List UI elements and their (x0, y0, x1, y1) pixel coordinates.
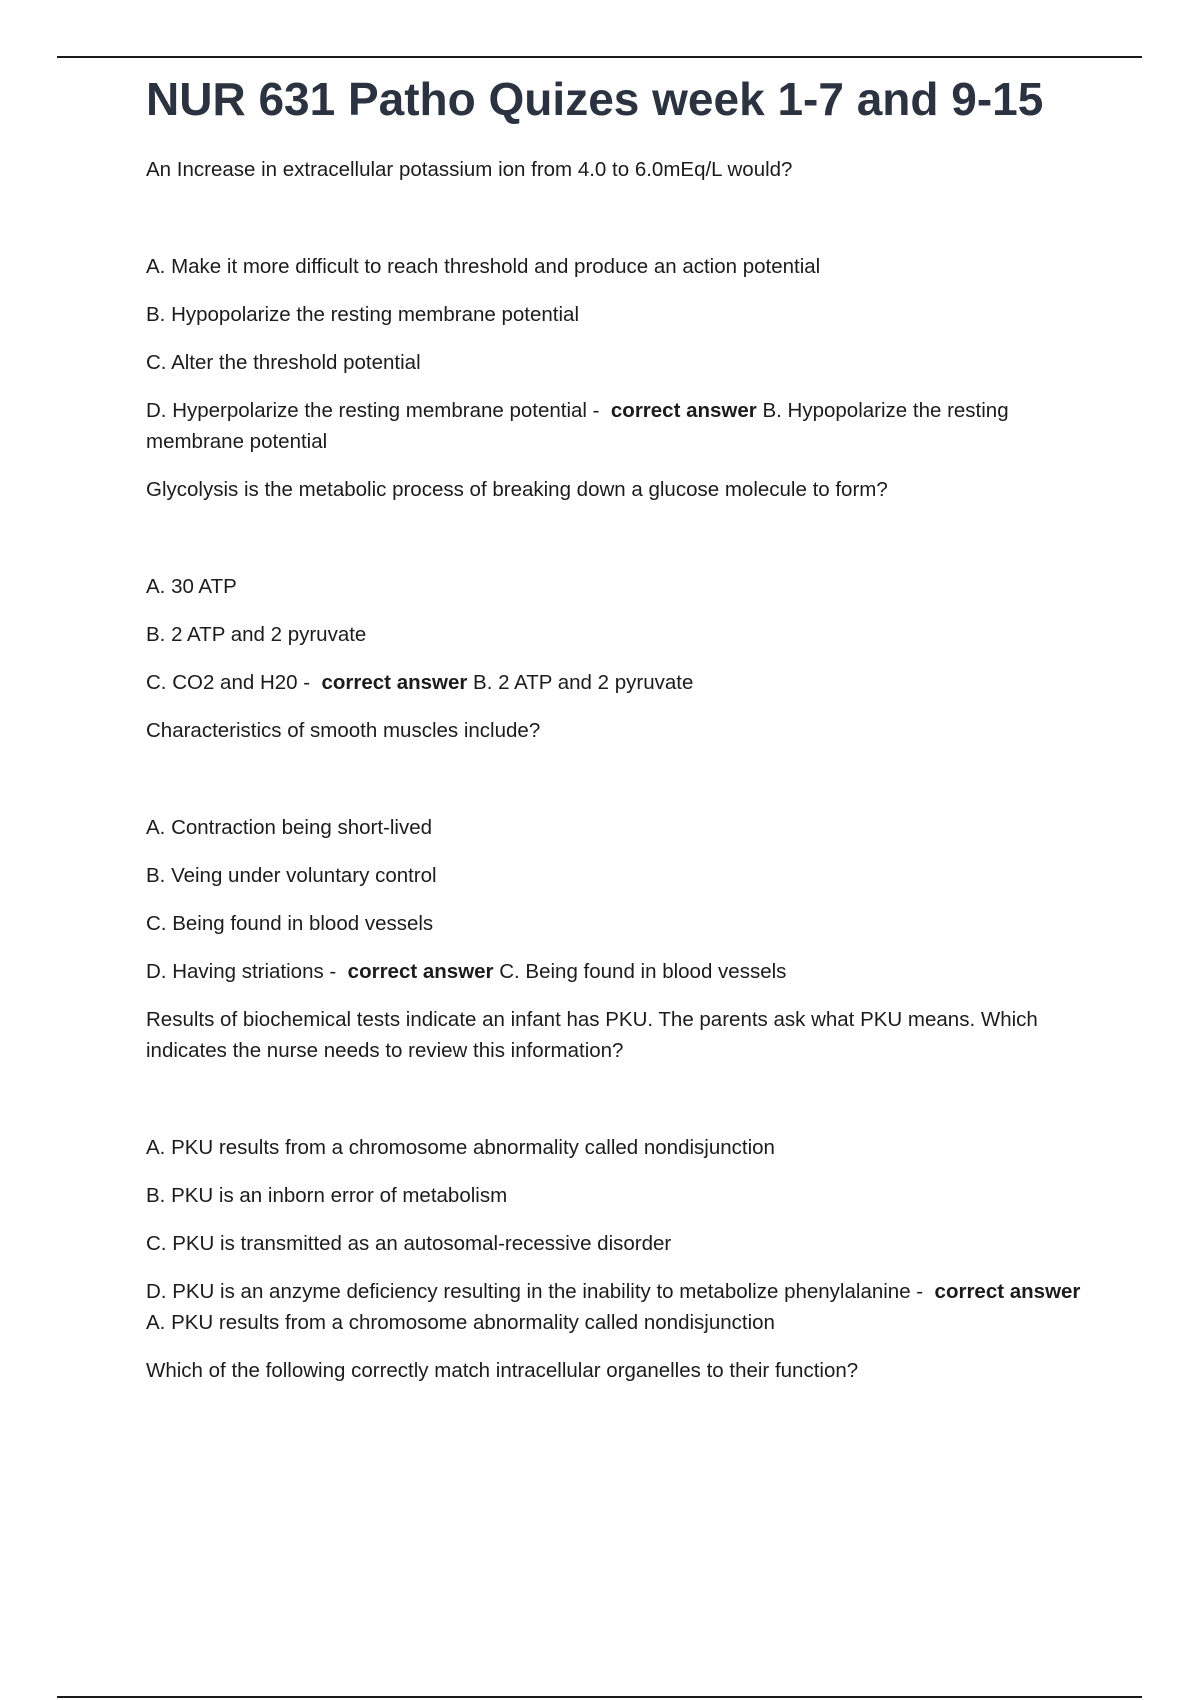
correct-answer-text: B. 2 ATP and 2 pyruvate (473, 671, 694, 694)
correct-answer-label: correct answer (321, 671, 468, 694)
question-text: An Increase in extracellular potassium ion from 4.0 to 6.0mEq/L would? (146, 158, 793, 181)
question-block (146, 154, 1096, 457)
answer-option-with-key (146, 1276, 1096, 1338)
answer-option: B. Veing under voluntary control (146, 864, 437, 887)
answer-option: C. CO2 and H20 - (146, 671, 311, 694)
answer-option: B. 2 ATP and 2 pyruvate (146, 623, 367, 646)
question-text: Results of biochemical tests indicate an infant has PKU. The parents ask what PKU means. Which indicates the nurse needs to review this information? (146, 1008, 1038, 1062)
answer-option: D. Hyperpolarize the resting membrane potential - (146, 399, 600, 422)
answer-option: A. Make it more difficult to reach threshold and produce an action potential (146, 255, 821, 278)
correct-answer-text: A. PKU results from a chromosome abnormality called nondisjunction (146, 1311, 775, 1334)
question-text: Glycolysis is the metabolic process of breaking down a glucose molecule to form? (146, 478, 888, 501)
correct-answer-label: correct answer (610, 399, 757, 422)
answer-option: A. Contraction being short-lived (146, 816, 433, 839)
answer-option: C. Alter the threshold potential (146, 351, 421, 374)
answer-option: A. PKU results from a chromosome abnormality called nondisjunction (146, 1136, 775, 1159)
question-block (146, 715, 1096, 987)
answer-option: B. Hypopolarize the resting membrane potential (146, 303, 580, 326)
answer-option: A. 30 ATP (146, 575, 237, 598)
correct-answer-label: correct answer (934, 1280, 1081, 1303)
question-block (146, 1355, 1096, 1386)
bottom-rule (57, 1696, 1142, 1698)
answer-option: D. Having striations - (146, 960, 337, 983)
document-title: NUR 631 Patho Quizes week 1-7 and 9-15 (146, 73, 1044, 125)
correct-answer-text: C. Being found in blood vessels (499, 960, 787, 983)
answer-option-with-key (146, 956, 1096, 987)
question-block (146, 1004, 1096, 1338)
correct-answer-text: B. Hypopolarize the resting membrane potential (146, 399, 1009, 453)
answer-option: B. PKU is an inborn error of metabolism (146, 1184, 508, 1207)
correct-answer-label: correct answer (347, 960, 494, 983)
question-text: Which of the following correctly match intracellular organelles to their function? (146, 1359, 859, 1382)
answer-option: C. Being found in blood vessels (146, 912, 434, 935)
question-block (146, 474, 1096, 698)
question-text: Characteristics of smooth muscles include? (146, 719, 541, 742)
answer-option-with-key (146, 395, 1096, 457)
answer-option: C. PKU is transmitted as an autosomal-recessive disorder (146, 1232, 672, 1255)
answer-option-with-key (146, 667, 1096, 698)
answer-option: D. PKU is an anzyme deficiency resulting in the inability to metabolize phenylalanine - (146, 1280, 924, 1303)
document-body (146, 72, 1096, 1386)
top-rule (57, 56, 1142, 58)
